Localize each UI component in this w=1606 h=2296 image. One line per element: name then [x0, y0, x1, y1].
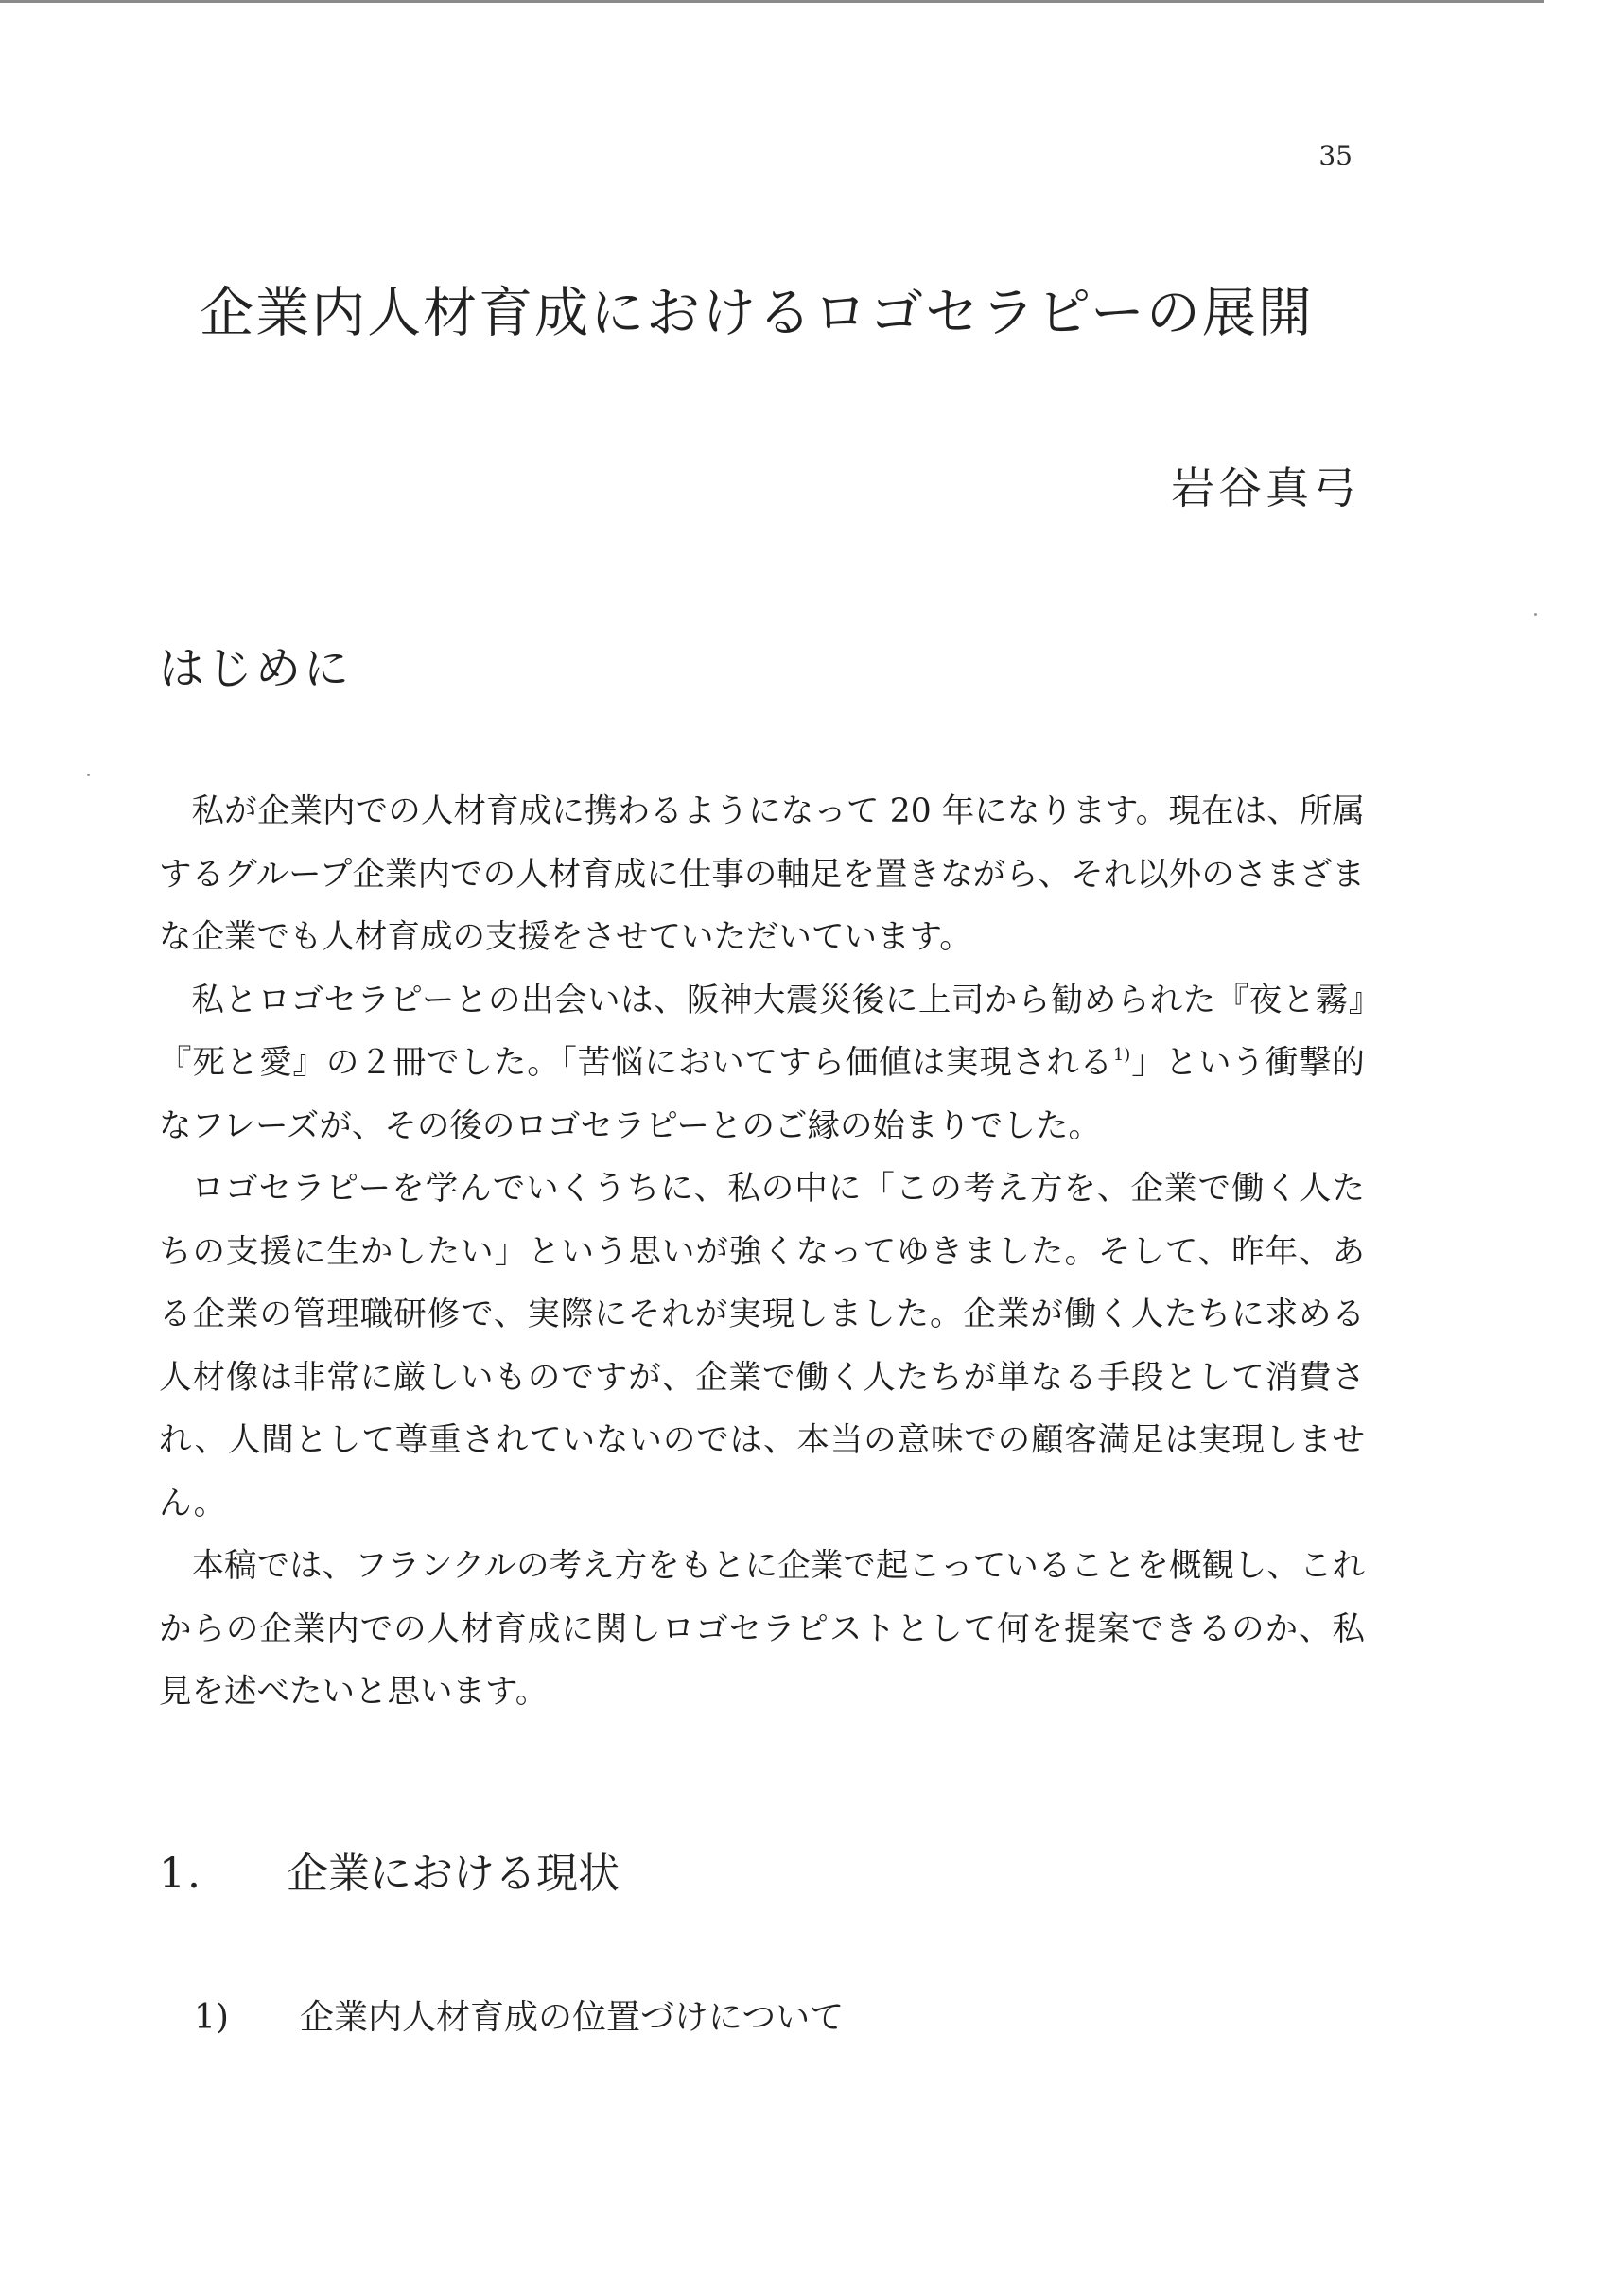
- page-number: 35: [1318, 140, 1353, 171]
- subsection-number: 1): [194, 1998, 229, 2037]
- author-name: 岩谷真弓: [1171, 462, 1360, 513]
- paragraph-text: 私が企業内での人材育成に携わるようになって 20 年になります。現在は、所属するグループ企業内での人材育成に仕事の軸足を置きながら、それ以外のさまざまな企業でも人材育成の支援をさせていただいています。: [159, 792, 1365, 956]
- section-title: 企業における現状: [287, 1850, 620, 1898]
- top-rule: [0, 0, 1544, 3]
- footnote-ref: 1): [1112, 1045, 1131, 1065]
- paper-title: 企業内人材育成におけるロゴセラピーの展開: [200, 282, 1314, 344]
- paragraph-text: ロゴセラピーを学んでいくうちに、私の中に「この考え方を、企業で働く人たちの支援に生かしたい」という思いが強くなってゆきました。そして、昨年、ある企業の管理職研修で、実際にそれが実現しました。企業が働く人たちに求める人材像は非常に厳しいものですが、企業で働く人たちが単なる手段として消費され、人間として尊重されていないのでは、本当の意味での顧客満足は実現しません。: [159, 1170, 1365, 1522]
- subsection-title: 企業内人材育成の位置づけについて: [300, 1998, 845, 2037]
- body-paragraph: [159, 1157, 1365, 1535]
- paragraph-text: 私とロゴセラピーとの出会いは、阪神大震災後に上司から勧められた『夜と霧』『死と愛』の２冊でした。「苦悩においてすら価値は実現される: [159, 981, 1365, 1082]
- intro-heading: はじめに: [159, 642, 353, 695]
- subsection-heading: [194, 1991, 844, 2039]
- paragraph-text: 本稿では、フランクルの考え方をもとに企業で起こっていることを概観し、これからの企業内での人材育成に関しロゴセラピストとして何を提案できるのか、私見を述べたいと思います。: [159, 1547, 1365, 1711]
- body-paragraph: [159, 1535, 1365, 1724]
- body-text: [159, 780, 1365, 1724]
- body-paragraph: [159, 969, 1365, 1158]
- section-heading: [159, 1839, 620, 1900]
- section-number: 1.: [159, 1850, 202, 1898]
- paragraph-text: 」という衝撃的なフレーズが、その後のロゴセラピーとのご縁の始まりでした。: [159, 1044, 1366, 1145]
- body-paragraph: [159, 780, 1365, 969]
- scan-speck: [1534, 613, 1537, 616]
- scan-speck: [87, 774, 90, 776]
